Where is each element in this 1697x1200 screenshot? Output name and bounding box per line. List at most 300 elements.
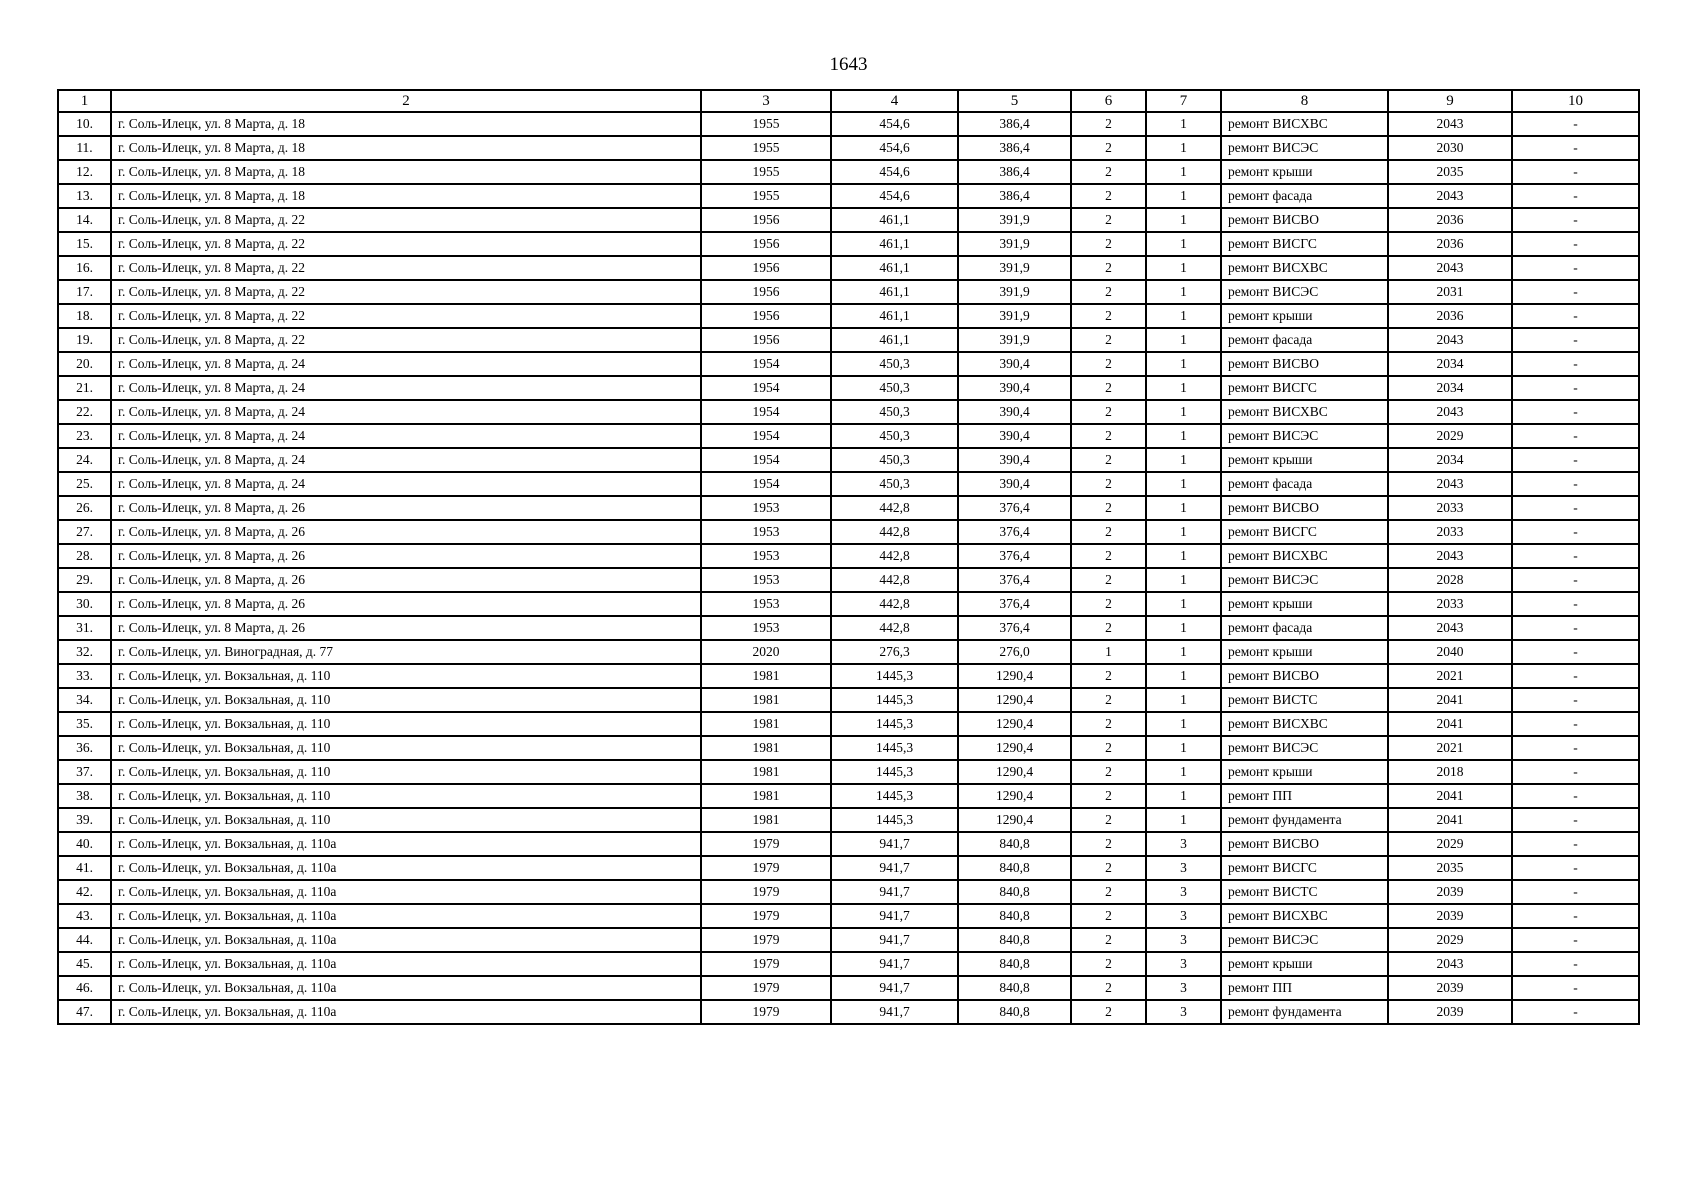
table-header xyxy=(58,90,1639,112)
table-cell-col-2: г. Соль-Илецк, ул. Вокзальная, д. 110 xyxy=(111,712,701,736)
table-cell-col-7: 1 xyxy=(1146,256,1221,280)
table-cell-col-6: 2 xyxy=(1071,544,1146,568)
table-cell-col-3: 1981 xyxy=(701,712,831,736)
table-cell-col-3: 1956 xyxy=(701,256,831,280)
table-cell-col-10: - xyxy=(1512,736,1639,760)
table-cell-col-2: г. Соль-Илецк, ул. 8 Марта, д. 22 xyxy=(111,232,701,256)
table-cell-col-9: 2043 xyxy=(1388,616,1512,640)
table-cell-col-2: г. Соль-Илецк, ул. Вокзальная, д. 110 xyxy=(111,760,701,784)
table-cell-col-5: 840,8 xyxy=(958,880,1071,904)
table-cell-col-8: ремонт ВИСВО xyxy=(1221,832,1388,856)
table-cell-col-7: 3 xyxy=(1146,952,1221,976)
table-cell-col-2: г. Соль-Илецк, ул. Вокзальная, д. 110 xyxy=(111,784,701,808)
table-row xyxy=(58,376,1639,400)
table-cell-col-1: 18. xyxy=(58,304,111,328)
table-cell-col-1: 14. xyxy=(58,208,111,232)
table-cell-col-9: 2033 xyxy=(1388,520,1512,544)
table-cell-col-4: 461,1 xyxy=(831,280,958,304)
table-cell-col-5: 386,4 xyxy=(958,112,1071,136)
table-cell-col-4: 454,6 xyxy=(831,184,958,208)
table-cell-col-4: 941,7 xyxy=(831,880,958,904)
column-header: 7 xyxy=(1146,90,1221,112)
table-row xyxy=(58,664,1639,688)
table-cell-col-2: г. Соль-Илецк, ул. Вокзальная, д. 110а xyxy=(111,880,701,904)
table-row xyxy=(58,256,1639,280)
table-cell-col-2: г. Соль-Илецк, ул. 8 Марта, д. 22 xyxy=(111,304,701,328)
table-cell-col-3: 1955 xyxy=(701,184,831,208)
table-cell-col-2: г. Соль-Илецк, ул. Виноградная, д. 77 xyxy=(111,640,701,664)
table-cell-col-2: г. Соль-Илецк, ул. 8 Марта, д. 26 xyxy=(111,520,701,544)
table-cell-col-8: ремонт фасада xyxy=(1221,472,1388,496)
table-cell-col-10: - xyxy=(1512,376,1639,400)
table-cell-col-10: - xyxy=(1512,712,1639,736)
table-cell-col-8: ремонт ВИСЭС xyxy=(1221,280,1388,304)
table-cell-col-3: 1953 xyxy=(701,544,831,568)
table-cell-col-4: 941,7 xyxy=(831,832,958,856)
table-cell-col-2: г. Соль-Илецк, ул. 8 Марта, д. 24 xyxy=(111,376,701,400)
table-cell-col-1: 20. xyxy=(58,352,111,376)
table-cell-col-8: ремонт ВИСВО xyxy=(1221,352,1388,376)
table-cell-col-8: ремонт фундамента xyxy=(1221,808,1388,832)
table-cell-col-1: 26. xyxy=(58,496,111,520)
table-cell-col-2: г. Соль-Илецк, ул. 8 Марта, д. 24 xyxy=(111,448,701,472)
table-cell-col-7: 1 xyxy=(1146,760,1221,784)
table-row xyxy=(58,880,1639,904)
table-cell-col-4: 442,8 xyxy=(831,592,958,616)
table-cell-col-2: г. Соль-Илецк, ул. 8 Марта, д. 22 xyxy=(111,280,701,304)
table-cell-col-9: 2043 xyxy=(1388,184,1512,208)
table-cell-col-6: 2 xyxy=(1071,208,1146,232)
table-cell-col-4: 1445,3 xyxy=(831,760,958,784)
table-cell-col-9: 2043 xyxy=(1388,112,1512,136)
table-cell-col-2: г. Соль-Илецк, ул. 8 Марта, д. 24 xyxy=(111,424,701,448)
table-cell-col-4: 454,6 xyxy=(831,160,958,184)
table-cell-col-10: - xyxy=(1512,400,1639,424)
table-cell-col-10: - xyxy=(1512,136,1639,160)
table-cell-col-2: г. Соль-Илецк, ул. 8 Марта, д. 18 xyxy=(111,184,701,208)
table-cell-col-7: 1 xyxy=(1146,808,1221,832)
table-cell-col-9: 2041 xyxy=(1388,688,1512,712)
table-cell-col-1: 38. xyxy=(58,784,111,808)
table-cell-col-4: 941,7 xyxy=(831,928,958,952)
table-cell-col-4: 454,6 xyxy=(831,112,958,136)
table-cell-col-8: ремонт ВИСЭС xyxy=(1221,568,1388,592)
column-header: 10 xyxy=(1512,90,1639,112)
table-cell-col-5: 391,9 xyxy=(958,304,1071,328)
table-cell-col-5: 376,4 xyxy=(958,520,1071,544)
table-cell-col-10: - xyxy=(1512,640,1639,664)
table-cell-col-6: 2 xyxy=(1071,280,1146,304)
table-cell-col-1: 32. xyxy=(58,640,111,664)
table-row xyxy=(58,904,1639,928)
table-cell-col-6: 2 xyxy=(1071,592,1146,616)
table-cell-col-9: 2029 xyxy=(1388,928,1512,952)
table-row xyxy=(58,784,1639,808)
table-cell-col-1: 36. xyxy=(58,736,111,760)
table-cell-col-8: ремонт ВИСХВС xyxy=(1221,904,1388,928)
table-cell-col-7: 1 xyxy=(1146,208,1221,232)
table-cell-col-4: 941,7 xyxy=(831,1000,958,1024)
table-cell-col-5: 386,4 xyxy=(958,136,1071,160)
table-cell-col-10: - xyxy=(1512,808,1639,832)
table-cell-col-3: 1954 xyxy=(701,472,831,496)
table-cell-col-8: ремонт фундамента xyxy=(1221,1000,1388,1024)
table-row xyxy=(58,640,1639,664)
table-row xyxy=(58,184,1639,208)
table-row xyxy=(58,568,1639,592)
table-cell-col-3: 1954 xyxy=(701,448,831,472)
table-cell-col-7: 3 xyxy=(1146,904,1221,928)
table-cell-col-5: 1290,4 xyxy=(958,664,1071,688)
table-cell-col-6: 2 xyxy=(1071,376,1146,400)
table-cell-col-9: 2036 xyxy=(1388,304,1512,328)
table-cell-col-1: 34. xyxy=(58,688,111,712)
table-cell-col-4: 941,7 xyxy=(831,904,958,928)
table-cell-col-4: 1445,3 xyxy=(831,784,958,808)
table-cell-col-3: 1979 xyxy=(701,880,831,904)
table-cell-col-10: - xyxy=(1512,280,1639,304)
table-cell-col-5: 276,0 xyxy=(958,640,1071,664)
table-cell-col-5: 1290,4 xyxy=(958,808,1071,832)
table-cell-col-5: 390,4 xyxy=(958,448,1071,472)
table-cell-col-1: 28. xyxy=(58,544,111,568)
table-cell-col-1: 19. xyxy=(58,328,111,352)
table-row xyxy=(58,1000,1639,1024)
table-cell-col-6: 2 xyxy=(1071,232,1146,256)
table-cell-col-1: 25. xyxy=(58,472,111,496)
column-header: 3 xyxy=(701,90,831,112)
table-cell-col-1: 37. xyxy=(58,760,111,784)
table-cell-col-7: 1 xyxy=(1146,640,1221,664)
table-cell-col-5: 840,8 xyxy=(958,928,1071,952)
table-cell-col-3: 1979 xyxy=(701,832,831,856)
table-cell-col-1: 11. xyxy=(58,136,111,160)
table-cell-col-1: 43. xyxy=(58,904,111,928)
table-cell-col-3: 1956 xyxy=(701,208,831,232)
table-cell-col-5: 840,8 xyxy=(958,976,1071,1000)
table-cell-col-3: 1953 xyxy=(701,592,831,616)
table-cell-col-8: ремонт фасада xyxy=(1221,328,1388,352)
table-cell-col-4: 442,8 xyxy=(831,568,958,592)
table-cell-col-1: 46. xyxy=(58,976,111,1000)
table-cell-col-8: ремонт ВИСЭС xyxy=(1221,928,1388,952)
table-cell-col-7: 1 xyxy=(1146,688,1221,712)
table-cell-col-3: 1953 xyxy=(701,496,831,520)
table-cell-col-9: 2035 xyxy=(1388,856,1512,880)
table-cell-col-4: 450,3 xyxy=(831,376,958,400)
table-cell-col-9: 2028 xyxy=(1388,568,1512,592)
table-cell-col-3: 1956 xyxy=(701,328,831,352)
page-number: 1643 xyxy=(829,54,868,75)
table-cell-col-5: 1290,4 xyxy=(958,784,1071,808)
table-row xyxy=(58,928,1639,952)
table-row xyxy=(58,232,1639,256)
table-cell-col-8: ремонт ВИСГС xyxy=(1221,376,1388,400)
table-cell-col-10: - xyxy=(1512,952,1639,976)
table-cell-col-6: 1 xyxy=(1071,640,1146,664)
table-cell-col-5: 840,8 xyxy=(958,832,1071,856)
table-cell-col-2: г. Соль-Илецк, ул. 8 Марта, д. 18 xyxy=(111,160,701,184)
table-cell-col-2: г. Соль-Илецк, ул. 8 Марта, д. 26 xyxy=(111,496,701,520)
table-cell-col-4: 450,3 xyxy=(831,352,958,376)
table-cell-col-8: ремонт крыши xyxy=(1221,952,1388,976)
table-cell-col-9: 2035 xyxy=(1388,160,1512,184)
table-cell-col-6: 2 xyxy=(1071,808,1146,832)
table-row xyxy=(58,328,1639,352)
table-cell-col-6: 2 xyxy=(1071,856,1146,880)
table-cell-col-1: 24. xyxy=(58,448,111,472)
table-cell-col-5: 386,4 xyxy=(958,160,1071,184)
table-cell-col-4: 442,8 xyxy=(831,496,958,520)
table-cell-col-8: ремонт ВИСВО xyxy=(1221,664,1388,688)
table-cell-col-8: ремонт ВИСГС xyxy=(1221,520,1388,544)
table-cell-col-10: - xyxy=(1512,664,1639,688)
column-header: 5 xyxy=(958,90,1071,112)
column-header: 9 xyxy=(1388,90,1512,112)
table-row xyxy=(58,208,1639,232)
table-cell-col-4: 1445,3 xyxy=(831,664,958,688)
table-cell-col-4: 461,1 xyxy=(831,232,958,256)
table-cell-col-9: 2043 xyxy=(1388,256,1512,280)
table-cell-col-7: 1 xyxy=(1146,472,1221,496)
table-cell-col-4: 442,8 xyxy=(831,544,958,568)
table-cell-col-2: г. Соль-Илецк, ул. 8 Марта, д. 26 xyxy=(111,616,701,640)
table-cell-col-2: г. Соль-Илецк, ул. Вокзальная, д. 110а xyxy=(111,832,701,856)
table-cell-col-2: г. Соль-Илецк, ул. Вокзальная, д. 110 xyxy=(111,736,701,760)
table-cell-col-10: - xyxy=(1512,160,1639,184)
table-cell-col-9: 2033 xyxy=(1388,592,1512,616)
table-cell-col-7: 1 xyxy=(1146,424,1221,448)
table-cell-col-3: 1981 xyxy=(701,664,831,688)
table-cell-col-1: 21. xyxy=(58,376,111,400)
table-row xyxy=(58,304,1639,328)
table-cell-col-6: 2 xyxy=(1071,904,1146,928)
table-row xyxy=(58,616,1639,640)
table-cell-col-9: 2031 xyxy=(1388,280,1512,304)
table-cell-col-3: 1981 xyxy=(701,688,831,712)
table-cell-col-7: 1 xyxy=(1146,568,1221,592)
table-cell-col-1: 15. xyxy=(58,232,111,256)
table-cell-col-8: ремонт ПП xyxy=(1221,976,1388,1000)
table-cell-col-3: 2020 xyxy=(701,640,831,664)
table-cell-col-10: - xyxy=(1512,112,1639,136)
table-row xyxy=(58,280,1639,304)
table-cell-col-10: - xyxy=(1512,976,1639,1000)
table-body xyxy=(58,112,1639,1024)
table-cell-col-9: 2040 xyxy=(1388,640,1512,664)
table-cell-col-8: ремонт ВИСХВС xyxy=(1221,544,1388,568)
table-cell-col-2: г. Соль-Илецк, ул. Вокзальная, д. 110 xyxy=(111,688,701,712)
table-cell-col-7: 1 xyxy=(1146,664,1221,688)
table-cell-col-10: - xyxy=(1512,856,1639,880)
table-row xyxy=(58,136,1639,160)
table-cell-col-4: 941,7 xyxy=(831,856,958,880)
table-row xyxy=(58,736,1639,760)
table-cell-col-3: 1979 xyxy=(701,856,831,880)
table-cell-col-8: ремонт ВИСТС xyxy=(1221,880,1388,904)
table-cell-col-5: 391,9 xyxy=(958,208,1071,232)
table-cell-col-2: г. Соль-Илецк, ул. 8 Марта, д. 18 xyxy=(111,136,701,160)
column-header: 8 xyxy=(1221,90,1388,112)
table-cell-col-2: г. Соль-Илецк, ул. Вокзальная, д. 110а xyxy=(111,1000,701,1024)
table-cell-col-4: 1445,3 xyxy=(831,736,958,760)
table-cell-col-8: ремонт ВИСХВС xyxy=(1221,256,1388,280)
table-cell-col-6: 2 xyxy=(1071,424,1146,448)
table-cell-col-9: 2039 xyxy=(1388,880,1512,904)
table-cell-col-6: 2 xyxy=(1071,160,1146,184)
table-cell-col-2: г. Соль-Илецк, ул. 8 Марта, д. 24 xyxy=(111,352,701,376)
table-cell-col-6: 2 xyxy=(1071,256,1146,280)
table-cell-col-7: 1 xyxy=(1146,136,1221,160)
table-cell-col-4: 454,6 xyxy=(831,136,958,160)
table-cell-col-2: г. Соль-Илецк, ул. Вокзальная, д. 110а xyxy=(111,928,701,952)
table-cell-col-8: ремонт ВИСГС xyxy=(1221,856,1388,880)
table-cell-col-2: г. Соль-Илецк, ул. 8 Марта, д. 22 xyxy=(111,328,701,352)
table-cell-col-10: - xyxy=(1512,184,1639,208)
table-cell-col-3: 1956 xyxy=(701,280,831,304)
table-cell-col-9: 2029 xyxy=(1388,832,1512,856)
table-cell-col-1: 27. xyxy=(58,520,111,544)
table-cell-col-9: 2043 xyxy=(1388,544,1512,568)
table-cell-col-3: 1955 xyxy=(701,160,831,184)
table-cell-col-6: 2 xyxy=(1071,304,1146,328)
table-cell-col-10: - xyxy=(1512,544,1639,568)
table-cell-col-10: - xyxy=(1512,496,1639,520)
table-cell-col-5: 376,4 xyxy=(958,592,1071,616)
table-cell-col-10: - xyxy=(1512,424,1639,448)
table-cell-col-5: 390,4 xyxy=(958,400,1071,424)
table-cell-col-3: 1953 xyxy=(701,568,831,592)
table-cell-col-9: 2021 xyxy=(1388,664,1512,688)
table-cell-col-10: - xyxy=(1512,784,1639,808)
table-cell-col-1: 45. xyxy=(58,952,111,976)
table-cell-col-10: - xyxy=(1512,1000,1639,1024)
table-cell-col-1: 40. xyxy=(58,832,111,856)
table-cell-col-8: ремонт крыши xyxy=(1221,304,1388,328)
table-cell-col-8: ремонт ВИСВО xyxy=(1221,208,1388,232)
table-cell-col-2: г. Соль-Илецк, ул. 8 Марта, д. 26 xyxy=(111,544,701,568)
table-cell-col-9: 2034 xyxy=(1388,376,1512,400)
table-cell-col-5: 391,9 xyxy=(958,232,1071,256)
table-cell-col-5: 376,4 xyxy=(958,568,1071,592)
table-cell-col-8: ремонт ПП xyxy=(1221,784,1388,808)
table-cell-col-2: г. Соль-Илецк, ул. 8 Марта, д. 26 xyxy=(111,568,701,592)
table-cell-col-1: 12. xyxy=(58,160,111,184)
table-cell-col-8: ремонт ВИСЭС xyxy=(1221,136,1388,160)
header-row xyxy=(58,90,1639,112)
table-cell-col-6: 2 xyxy=(1071,520,1146,544)
table-cell-col-5: 376,4 xyxy=(958,544,1071,568)
table-cell-col-10: - xyxy=(1512,568,1639,592)
table-cell-col-2: г. Соль-Илецк, ул. Вокзальная, д. 110а xyxy=(111,904,701,928)
table-row xyxy=(58,424,1639,448)
table-cell-col-3: 1981 xyxy=(701,760,831,784)
table-cell-col-3: 1979 xyxy=(701,976,831,1000)
table-cell-col-3: 1981 xyxy=(701,808,831,832)
table-cell-col-8: ремонт ВИСГС xyxy=(1221,232,1388,256)
table-cell-col-10: - xyxy=(1512,688,1639,712)
table-cell-col-7: 1 xyxy=(1146,376,1221,400)
table-cell-col-8: ремонт крыши xyxy=(1221,160,1388,184)
table-row xyxy=(58,832,1639,856)
table-cell-col-7: 1 xyxy=(1146,232,1221,256)
table-cell-col-2: г. Соль-Илецк, ул. Вокзальная, д. 110 xyxy=(111,664,701,688)
table-row xyxy=(58,544,1639,568)
table-cell-col-4: 442,8 xyxy=(831,616,958,640)
table-cell-col-4: 1445,3 xyxy=(831,808,958,832)
table-cell-col-7: 3 xyxy=(1146,1000,1221,1024)
table-cell-col-6: 2 xyxy=(1071,328,1146,352)
table-row xyxy=(58,592,1639,616)
table-cell-col-6: 2 xyxy=(1071,568,1146,592)
table-cell-col-2: г. Соль-Илецк, ул. 8 Марта, д. 22 xyxy=(111,208,701,232)
table-cell-col-1: 10. xyxy=(58,112,111,136)
table-cell-col-8: ремонт крыши xyxy=(1221,760,1388,784)
table-cell-col-4: 461,1 xyxy=(831,328,958,352)
table-cell-col-5: 840,8 xyxy=(958,856,1071,880)
table-cell-col-2: г. Соль-Илецк, ул. Вокзальная, д. 110 xyxy=(111,808,701,832)
table-cell-col-7: 1 xyxy=(1146,784,1221,808)
table-cell-col-7: 3 xyxy=(1146,880,1221,904)
table-cell-col-1: 31. xyxy=(58,616,111,640)
table-cell-col-1: 42. xyxy=(58,880,111,904)
table-cell-col-3: 1956 xyxy=(701,304,831,328)
table-cell-col-10: - xyxy=(1512,928,1639,952)
table-cell-col-3: 1979 xyxy=(701,952,831,976)
table-cell-col-9: 2039 xyxy=(1388,1000,1512,1024)
table-cell-col-5: 386,4 xyxy=(958,184,1071,208)
table-cell-col-5: 390,4 xyxy=(958,424,1071,448)
table-cell-col-1: 22. xyxy=(58,400,111,424)
table-cell-col-4: 461,1 xyxy=(831,208,958,232)
table-cell-col-10: - xyxy=(1512,760,1639,784)
table-cell-col-3: 1954 xyxy=(701,376,831,400)
table-cell-col-7: 1 xyxy=(1146,328,1221,352)
table-cell-col-8: ремонт ВИСВО xyxy=(1221,496,1388,520)
table-cell-col-6: 2 xyxy=(1071,352,1146,376)
table-cell-col-1: 39. xyxy=(58,808,111,832)
table-cell-col-7: 1 xyxy=(1146,448,1221,472)
table-cell-col-9: 2043 xyxy=(1388,400,1512,424)
table-cell-col-2: г. Соль-Илецк, ул. 8 Марта, д. 24 xyxy=(111,400,701,424)
table-cell-col-8: ремонт ВИСЭС xyxy=(1221,424,1388,448)
table-cell-col-5: 390,4 xyxy=(958,352,1071,376)
table-cell-col-9: 2041 xyxy=(1388,808,1512,832)
table-cell-col-5: 376,4 xyxy=(958,496,1071,520)
table-cell-col-4: 450,3 xyxy=(831,448,958,472)
table-cell-col-1: 35. xyxy=(58,712,111,736)
table-cell-col-7: 1 xyxy=(1146,112,1221,136)
table-cell-col-4: 461,1 xyxy=(831,256,958,280)
table-cell-col-6: 2 xyxy=(1071,616,1146,640)
table-cell-col-10: - xyxy=(1512,904,1639,928)
table-cell-col-9: 2041 xyxy=(1388,712,1512,736)
table-cell-col-7: 1 xyxy=(1146,304,1221,328)
table-cell-col-3: 1955 xyxy=(701,112,831,136)
table-cell-col-5: 1290,4 xyxy=(958,712,1071,736)
table-cell-col-6: 2 xyxy=(1071,448,1146,472)
table-cell-col-1: 44. xyxy=(58,928,111,952)
table-cell-col-4: 450,3 xyxy=(831,472,958,496)
table-cell-col-6: 2 xyxy=(1071,112,1146,136)
table-cell-col-7: 3 xyxy=(1146,928,1221,952)
table-cell-col-3: 1979 xyxy=(701,904,831,928)
table-row xyxy=(58,160,1639,184)
table-cell-col-5: 840,8 xyxy=(958,1000,1071,1024)
table-cell-col-4: 1445,3 xyxy=(831,688,958,712)
table-cell-col-7: 1 xyxy=(1146,352,1221,376)
table-cell-col-5: 391,9 xyxy=(958,256,1071,280)
